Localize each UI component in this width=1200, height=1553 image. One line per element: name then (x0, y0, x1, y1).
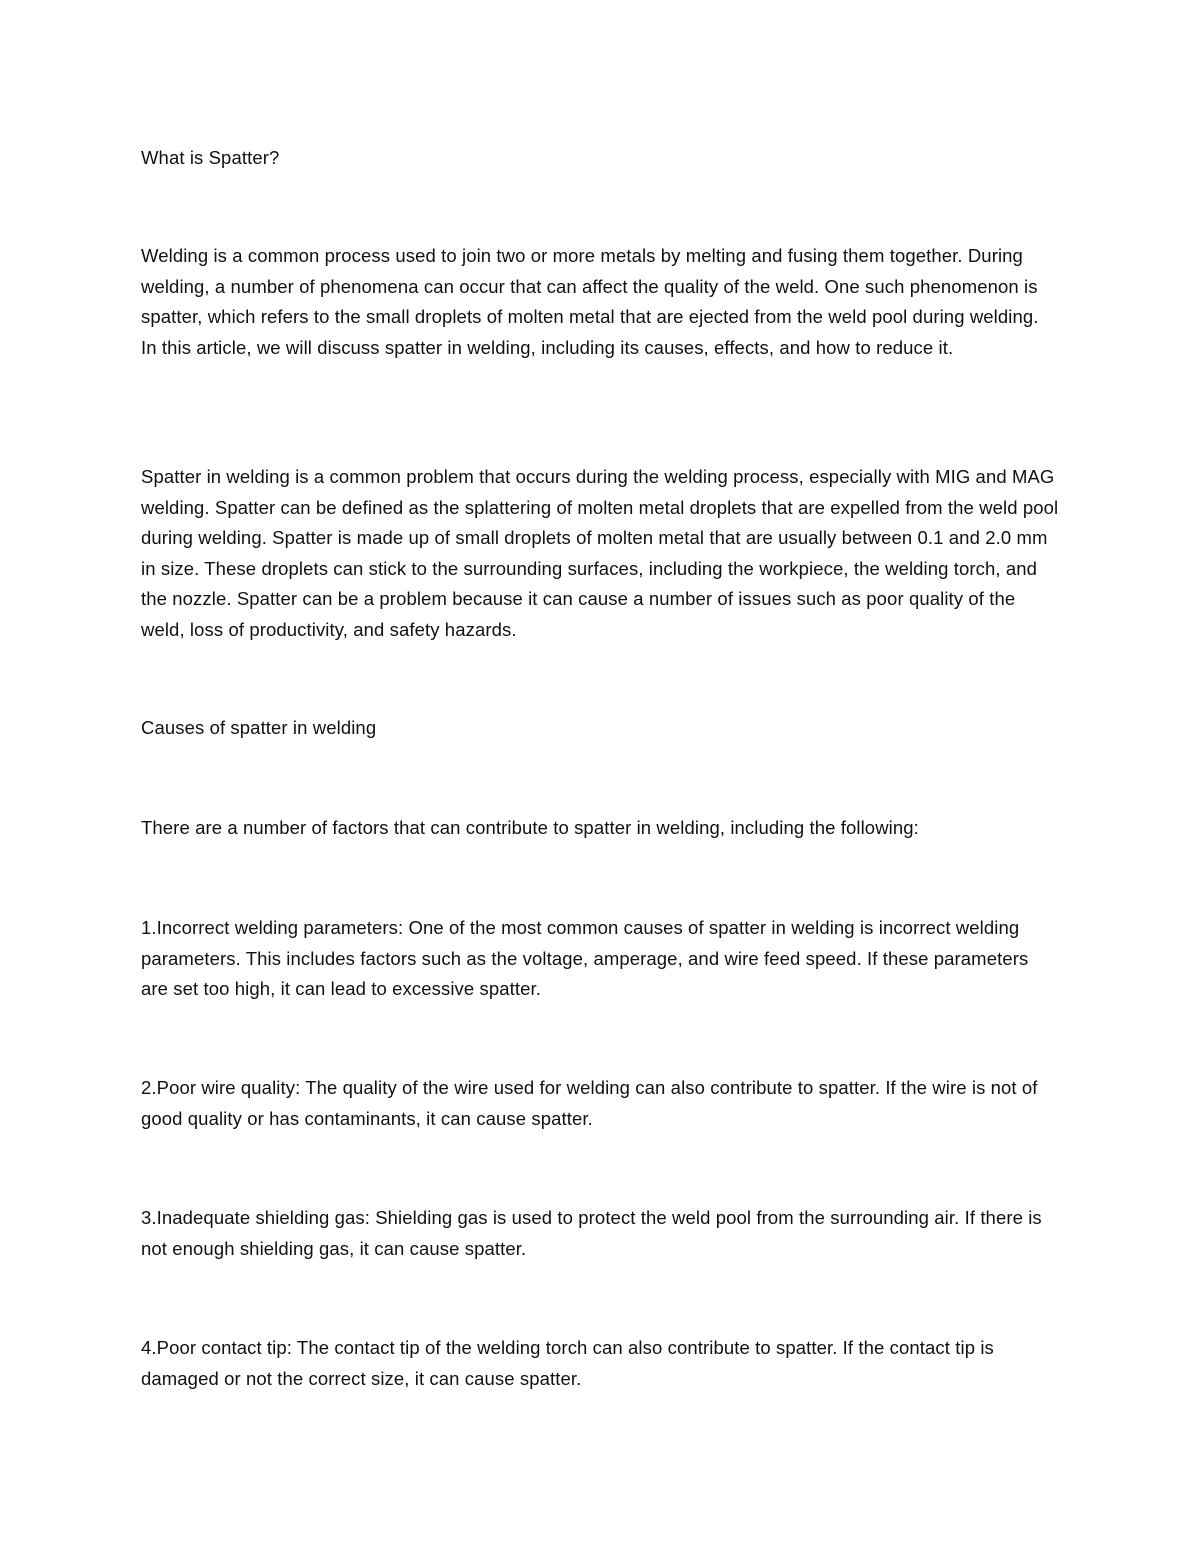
cause-item: 2.Poor wire quality: The quality of the wire used for welding can also contribute to spatter. If the wire is not of good quality or has contaminants, it can cause spatter. (141, 1077, 1038, 1129)
cause-item: 1.Incorrect welding parameters: One of the most common causes of spatter in welding is incorrect welding parameters. This includes factors such as the voltage, amperage, and wire feed speed. If these parameters are set too high, it can lead to excessive spatter. (141, 917, 1029, 999)
cause-item: 3.Inadequate shielding gas: Shielding gas is used to protect the weld pool from the surrounding air. If there is not enough shielding gas, it can cause spatter. (141, 1207, 1042, 1259)
intro-paragraph: Welding is a common process used to join two or more metals by melting and fusing them together. During welding, a number of phenomena can occur that can affect the quality of the weld. One such phenomenon is spatter, which refers to the small droplets of molten metal that are ejected from the weld pool during welding. In this article, we will discuss spatter in welding, including its causes, effects, and how to reduce it. (141, 245, 1039, 358)
causes-intro: There are a number of factors that can contribute to spatter in welding, including the following: (141, 817, 919, 838)
causes-heading: Causes of spatter in welding (141, 717, 377, 738)
cause-item: 4.Poor contact tip: The contact tip of the welding torch can also contribute to spatter. If the contact tip is damaged or not the correct size, it can cause spatter. (141, 1337, 994, 1389)
document-title: What is Spatter? (141, 147, 280, 168)
definition-paragraph: Spatter in welding is a common problem that occurs during the welding process, especially with MIG and MAG welding. Spatter can be defined as the splattering of molten metal droplets that are expelled from the weld pool during welding. Spatter is made up of small droplets of molten metal that are usually between 0.1 and 2.0 mm in size. These droplets can stick to the surrounding surfaces, including the workpiece, the welding torch, and the nozzle. Spatter can be a problem because it can cause a number of issues such as poor quality of the weld, loss of productivity, and safety hazards. (141, 466, 1059, 640)
